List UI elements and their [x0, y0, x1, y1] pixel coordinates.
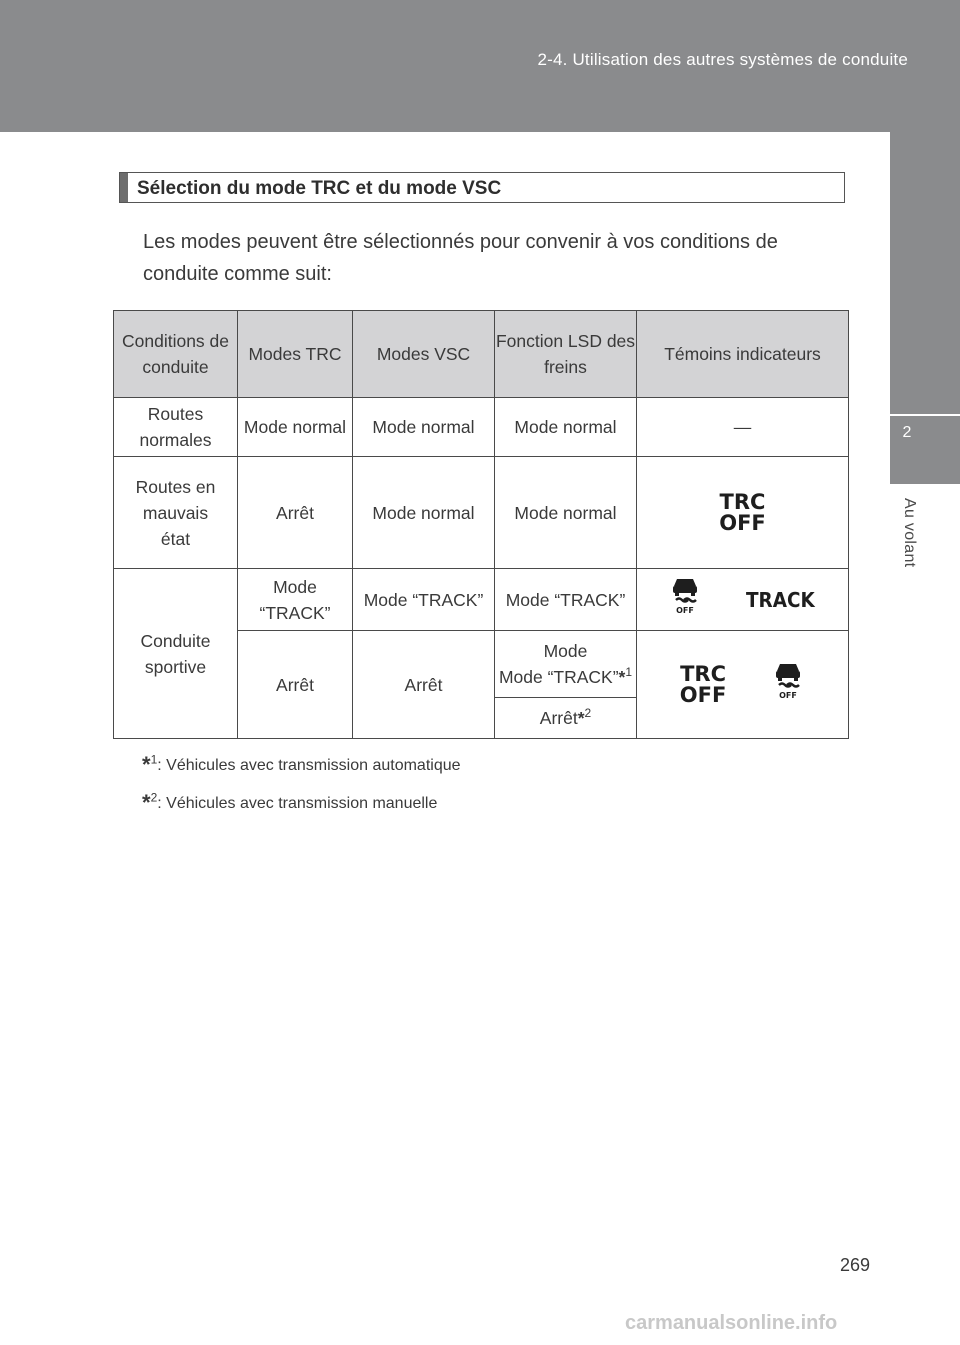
- cell-condition: Routes en mauvais état: [114, 457, 238, 569]
- lsd-stop-value: Arrêt: [539, 708, 578, 728]
- cell-lsd: Mode normal: [495, 457, 637, 569]
- footnote-star: *: [577, 708, 585, 728]
- footnote-text: : Véhicules avec transmission manuelle: [157, 795, 438, 812]
- cell-trc: Arrêt: [238, 631, 353, 739]
- header-lsd: Fonction LSD des freins: [495, 311, 637, 398]
- footnote-number: 1: [150, 752, 158, 767]
- section-heading-bar: [120, 173, 128, 202]
- track-indicator-icon: TRACK: [745, 587, 815, 612]
- lsd-track-value: Mode “TRACK”: [498, 667, 619, 687]
- cell-vsc: Mode “TRACK”: [353, 569, 495, 631]
- header-vsc: Modes VSC: [353, 311, 495, 398]
- footnote-ref: 1: [625, 665, 633, 680]
- cell-lsd: [495, 698, 637, 739]
- cell-lsd: Mode normal: [495, 398, 637, 457]
- section-heading: [119, 172, 845, 203]
- page-number: 269: [840, 1255, 871, 1275]
- cell-trc: Mode “TRACK”: [238, 569, 353, 631]
- cell-indicator: [637, 398, 849, 457]
- cell-indicator: [637, 569, 849, 631]
- table-row: [114, 569, 849, 631]
- chapter-title: 2-4. Utilisation des autres systèmes de conduite: [537, 50, 908, 69]
- header-indicators: Témoins indicateurs: [637, 311, 849, 398]
- footnote-2: [142, 790, 437, 816]
- svg-text:OFF: OFF: [779, 691, 798, 700]
- trc-off-line2: OFF: [679, 682, 727, 707]
- svg-text:OFF: OFF: [675, 606, 694, 615]
- table-row: [114, 398, 849, 457]
- footnote-star: *: [618, 667, 626, 687]
- footnote-star: *: [142, 752, 151, 777]
- trc-off-indicator-icon: [719, 489, 766, 535]
- table-header-row: [114, 311, 849, 398]
- cell-condition: Routes normales: [114, 398, 238, 457]
- cell-indicator: [637, 631, 849, 739]
- slip-indicator-icon: [668, 577, 702, 622]
- side-tab-number: 2: [902, 424, 912, 441]
- trc-off-line1: TRC: [680, 661, 727, 686]
- side-tab-divider: [890, 414, 960, 416]
- modes-table: [113, 310, 849, 739]
- trc-off-indicator-icon: [679, 661, 727, 707]
- footnote-text: : Véhicules avec transmission automatique: [157, 757, 461, 774]
- cell-condition: Conduite sportive: [114, 569, 238, 739]
- watermark: carmanualsonline.info: [625, 1312, 838, 1334]
- section-title: Sélection du mode TRC et du mode VSC: [137, 178, 502, 199]
- side-tab-label: Au volant: [901, 498, 918, 568]
- trc-off-line1: TRC: [719, 489, 766, 514]
- page-header: [0, 0, 960, 132]
- cell-vsc: Mode normal: [353, 457, 495, 569]
- cell-vsc: Mode normal: [353, 398, 495, 457]
- cell-vsc: Arrêt: [353, 631, 495, 739]
- footnote-1: [142, 752, 461, 778]
- footnote-star: *: [142, 790, 151, 815]
- header-conditions: Conditions de conduite: [114, 311, 238, 398]
- header-trc: Modes TRC: [238, 311, 353, 398]
- table-row: [114, 457, 849, 569]
- cell-trc: Arrêt: [238, 457, 353, 569]
- footnote-ref: 2: [584, 706, 592, 721]
- slip-indicator-icon: [771, 662, 805, 707]
- empty-indicator-dash: —: [733, 417, 752, 437]
- trc-off-line2: OFF: [719, 510, 766, 535]
- intro-paragraph: Les modes peuvent être sélectionnés pour convenir à vos conditions de conduite comme suit:: [143, 231, 778, 285]
- cell-lsd: Mode “TRACK”: [495, 569, 637, 631]
- lsd-track-label: Mode: [543, 641, 588, 661]
- footnote-number: 2: [150, 790, 158, 805]
- cell-trc: Mode normal: [238, 398, 353, 457]
- cell-indicator: [637, 457, 849, 569]
- cell-lsd: [495, 631, 637, 698]
